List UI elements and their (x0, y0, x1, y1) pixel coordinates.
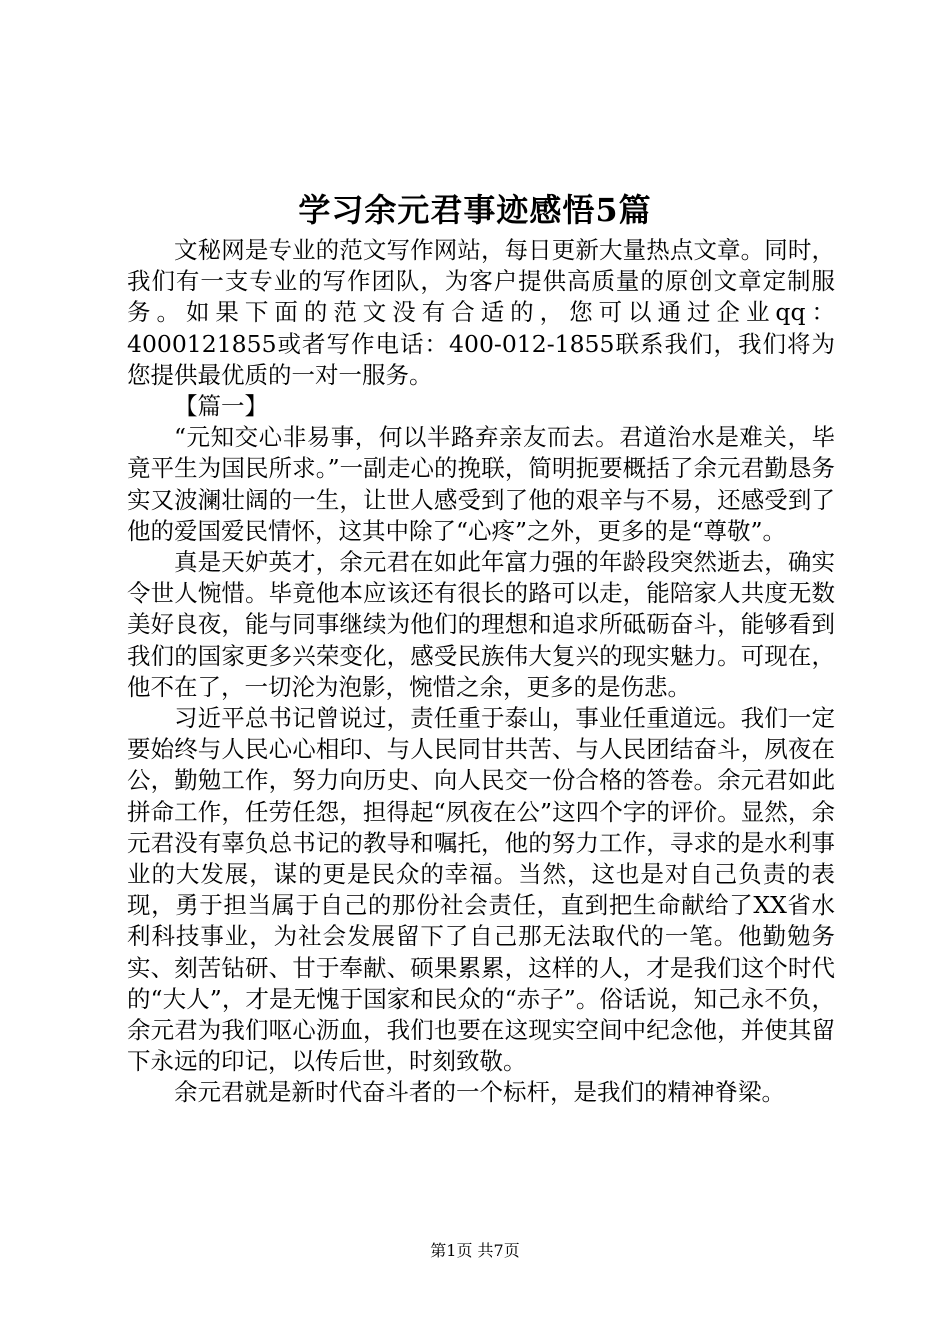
page-footer: 第1页 共7页 (430, 1241, 520, 1260)
paragraph: 余元君就是新时代奋斗者的一个标杆，是我们的精神脊梁。 (174, 1078, 785, 1107)
paragraph-intro: 文秘网是专业的范文写作网站，每日更新大量热点文章。同时，我们有一支专业的写作团队，为客户提供高质量的原创文章定制服务。如果下面的范文没有合适的，您可以通过企业qq：4000121855或者写作电话：400-012-1855联系我们，我们将为您提供最优质的一对一服务。 (127, 236, 835, 389)
document-body (127, 235, 835, 1109)
section-heading: 【篇一】 (174, 392, 268, 421)
paragraph: 习近平总书记曾说过，责任重于泰山，事业任重道远。我们一定要始终与人民心心相印、与人民同甘共苦、与人民团结奋斗，夙夜在公，勤勉工作，努力向历史、向人民交一份合格的答卷。余元君如此拼命工作，任劳任怨，担得起“夙夜在公”这四个字的评价。显然，余元君没有辜负总书记的教导和嘱托，他的努力工作，寻求的是水利事业的大发展，谋的更是民众的幸福。当然，这也是对自己负责的表现，勇于担当属于自己的那份社会责任，直到把生命献给了XX省水利科技事业，为社会发展留下了自己那无法取代的一笔。他勤勉务实、刻苦钻研、甘于奉献、硕果累累，这样的人，才是我们这个时代的“大人”，才是无愧于国家和民众的“赤子”。俗话说，知己永不负，余元君为我们呕心沥血，我们也要在这现实空间中纪念他，并使其留下永远的印记，以传后世，时刻致敬。 (127, 704, 835, 1076)
paragraph: 真是天妒英才，余元君在如此年富力强的年龄段突然逝去，确实令世人惋惜。毕竟他本应该还有很长的路可以走，能陪家人共度无数美好良夜，能与同事继续为他们的理想和追求所砥砺奋斗，能够看到我们的国家更多兴荣变化，感受民族伟大复兴的现实魅力。可现在，他不在了，一切沦为泡影，惋惜之余，更多的是伤悲。 (127, 548, 835, 701)
document-title: 学习余元君事迹感悟5篇 (298, 191, 652, 229)
paragraph: “元知交心非易事，何以半路弃亲友而去。君道治水是难关，毕竟平生为国民所求。”一副走心的挽联，简明扼要概括了余元君勤恳务实又波澜壮阔的一生，让世人感受到了他的艰辛与不易，还感受到了他的爱国爱民情怀，这其中除了“心疼”之外，更多的是“尊敬”。 (127, 423, 835, 545)
